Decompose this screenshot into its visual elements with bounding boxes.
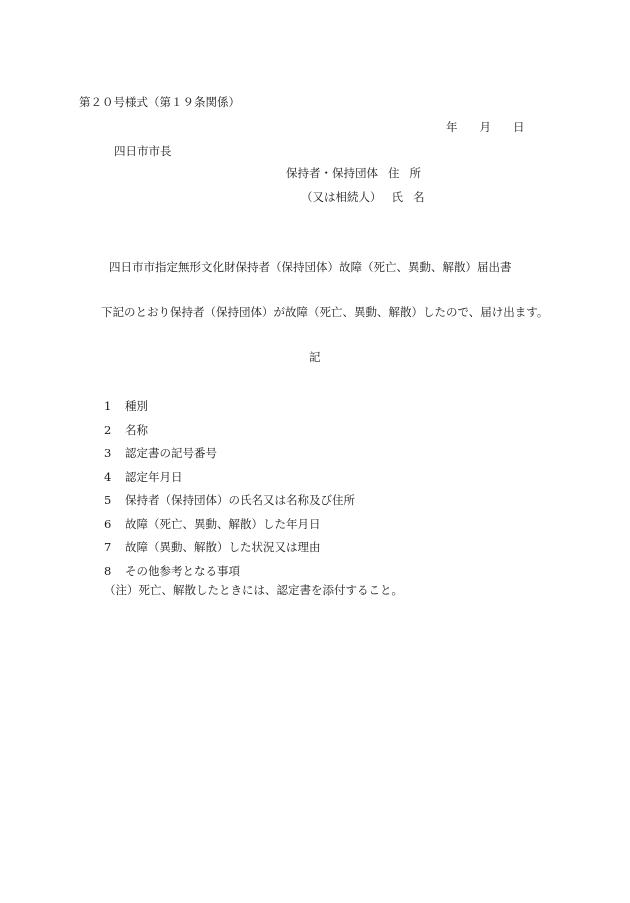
intro-text: 下記のとおり保持者（保持団体）が故障（死亡、異動、解散）したので、届け出ます。 [101, 305, 549, 319]
address-label-2: 所 [409, 166, 421, 180]
item-text: 保持者（保持団体）の氏名又は名称及び住所 [125, 493, 355, 507]
alt-role-label: （又は相続人） [301, 190, 382, 204]
item-list [104, 399, 355, 587]
recipient: 四日市市長 [114, 144, 172, 158]
name-label: 氏 [391, 190, 403, 204]
item-number: 4 [104, 469, 112, 484]
list-item [104, 399, 355, 423]
address-label: 住 [388, 166, 400, 180]
item-number: 2 [104, 422, 112, 437]
note-text: （注）死亡、解散したときには、認定書を添付すること。 [104, 583, 403, 597]
ki-heading: 記 [309, 350, 321, 364]
applicant-name-line [301, 190, 425, 204]
item-number: 8 [104, 563, 112, 578]
applicant-address-line [286, 166, 421, 180]
form-number: 第２０号様式（第１９条関係） [79, 95, 240, 109]
list-item [104, 517, 355, 541]
list-item [104, 493, 355, 517]
item-text: 認定年月日 [125, 469, 183, 484]
applicant-role-label: 保持者・保持団体 [286, 166, 378, 180]
item-number: 5 [104, 493, 112, 507]
list-item [104, 470, 355, 494]
item-text: 故障（死亡、異動、解散）した年月日 [125, 516, 321, 531]
list-item [104, 540, 355, 564]
item-text: 認定書の記号番号 [125, 446, 217, 460]
list-item [104, 423, 355, 447]
date-month-label: 月 [479, 120, 491, 134]
date-year-label: 年 [446, 120, 458, 134]
item-number: 1 [104, 399, 112, 413]
item-number: 6 [104, 516, 112, 531]
item-text: 種別 [125, 399, 148, 413]
date-line [446, 120, 525, 134]
item-number: 3 [104, 446, 112, 460]
document-title: 四日市市指定無形文化財保持者（保持団体）故障（死亡、異動、解散）届出書 [109, 260, 512, 274]
item-text: 故障（異動、解散）した状況又は理由 [125, 540, 321, 554]
item-text: その他参考となる事項 [125, 563, 240, 578]
list-item [104, 446, 355, 470]
item-text: 名称 [125, 422, 148, 437]
date-day-label: 日 [513, 120, 525, 134]
name-label-2: 名 [413, 190, 425, 204]
item-number: 7 [104, 540, 112, 554]
